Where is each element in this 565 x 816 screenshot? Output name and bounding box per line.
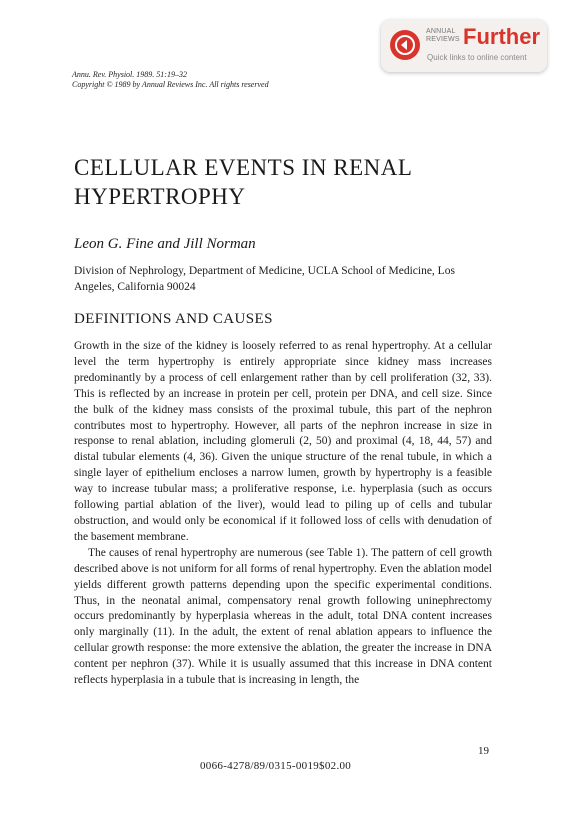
- journal-citation: [72, 70, 269, 90]
- authors: Leon G. Fine and Jill Norman: [74, 236, 256, 252]
- affiliation: Division of Nephrology, Department of Medicine, UCLA School of Medicine, Los Angeles, California 90024: [74, 265, 455, 293]
- section-heading: DEFINITIONS AND CAUSES: [74, 311, 273, 327]
- annual-reviews-wordmark: [426, 28, 460, 44]
- page-number: 19: [478, 745, 489, 757]
- wordmark-line2: REVIEWS: [426, 36, 460, 43]
- citation-line: Annu. Rev. Physiol. 1989. 51:19–32: [72, 70, 187, 79]
- further-banner[interactable]: [381, 20, 547, 72]
- further-subtitle: Quick links to online content: [427, 53, 527, 62]
- article-body: [74, 339, 492, 689]
- paragraph: Growth in the size of the kidney is loosely referred to as renal hypertrophy. At a cellular level the term hypertrophy is entirely appropriate since kidney mass increases predominantly by a process of cell enlargement rather than by cell proliferation (32, 33). This is reflected by an increase in protein per cell, protein per DNA, and cell size. Since the bulk of the kidney mass consists of the proximal tubule, this part of the nephron contributes most to hypertrophy. However, all parts of the nephron increase in size in response to renal ablation, including glomeruli (2, 50) and proximal (4, 18, 44, 57) and distal tubular elements (4, 36). Given the unique structure of the renal tubule, in which a single layer of epithelium encloses a narrow lumen, growth by hypertrophy is a feasible way to increase tubular mass; a proliferative response, i.e. hyperplasia (such as occurs following partial ablation of the liver), would lead to piling up of cells and tubular obstruction, and would only be economical if it followed loss of cells with denudation of the basement membrane.: [74, 340, 492, 543]
- article-title: CELLULAR EVENTS IN RENAL HYPERTROPHY: [74, 155, 412, 209]
- paragraph: The causes of renal hypertrophy are numerous (see Table 1). The pattern of cell growth described above is not uniform for all forms of renal hypertrophy. Even the ablation model yields different growth patterns depending upon the specific experimental conditions. Thus, in the neonatal animal, compensatory renal growth following uninephrectomy occurs predominantly by hyperplasia whereas in the adult, total DNA content increases only marginally (11). In the adult, the extent of renal ablation appears to influence the cellular growth response: the more extensive the ablation, the greater the increase in DNA content per nephron (37). While it is usually assumed that this increase in DNA content reflects hyperplasia in a tubule that is increasing in length, the: [74, 546, 492, 687]
- back-arrow-icon: [390, 30, 420, 60]
- wordmark-line1: ANNUAL: [426, 28, 456, 35]
- further-label: Further: [463, 24, 540, 49]
- footer-code: 0066-4278/89/0315-0019$02.00: [200, 760, 352, 772]
- copyright-line: Copyright © 1989 by Annual Reviews Inc. All rights reserved: [72, 80, 269, 89]
